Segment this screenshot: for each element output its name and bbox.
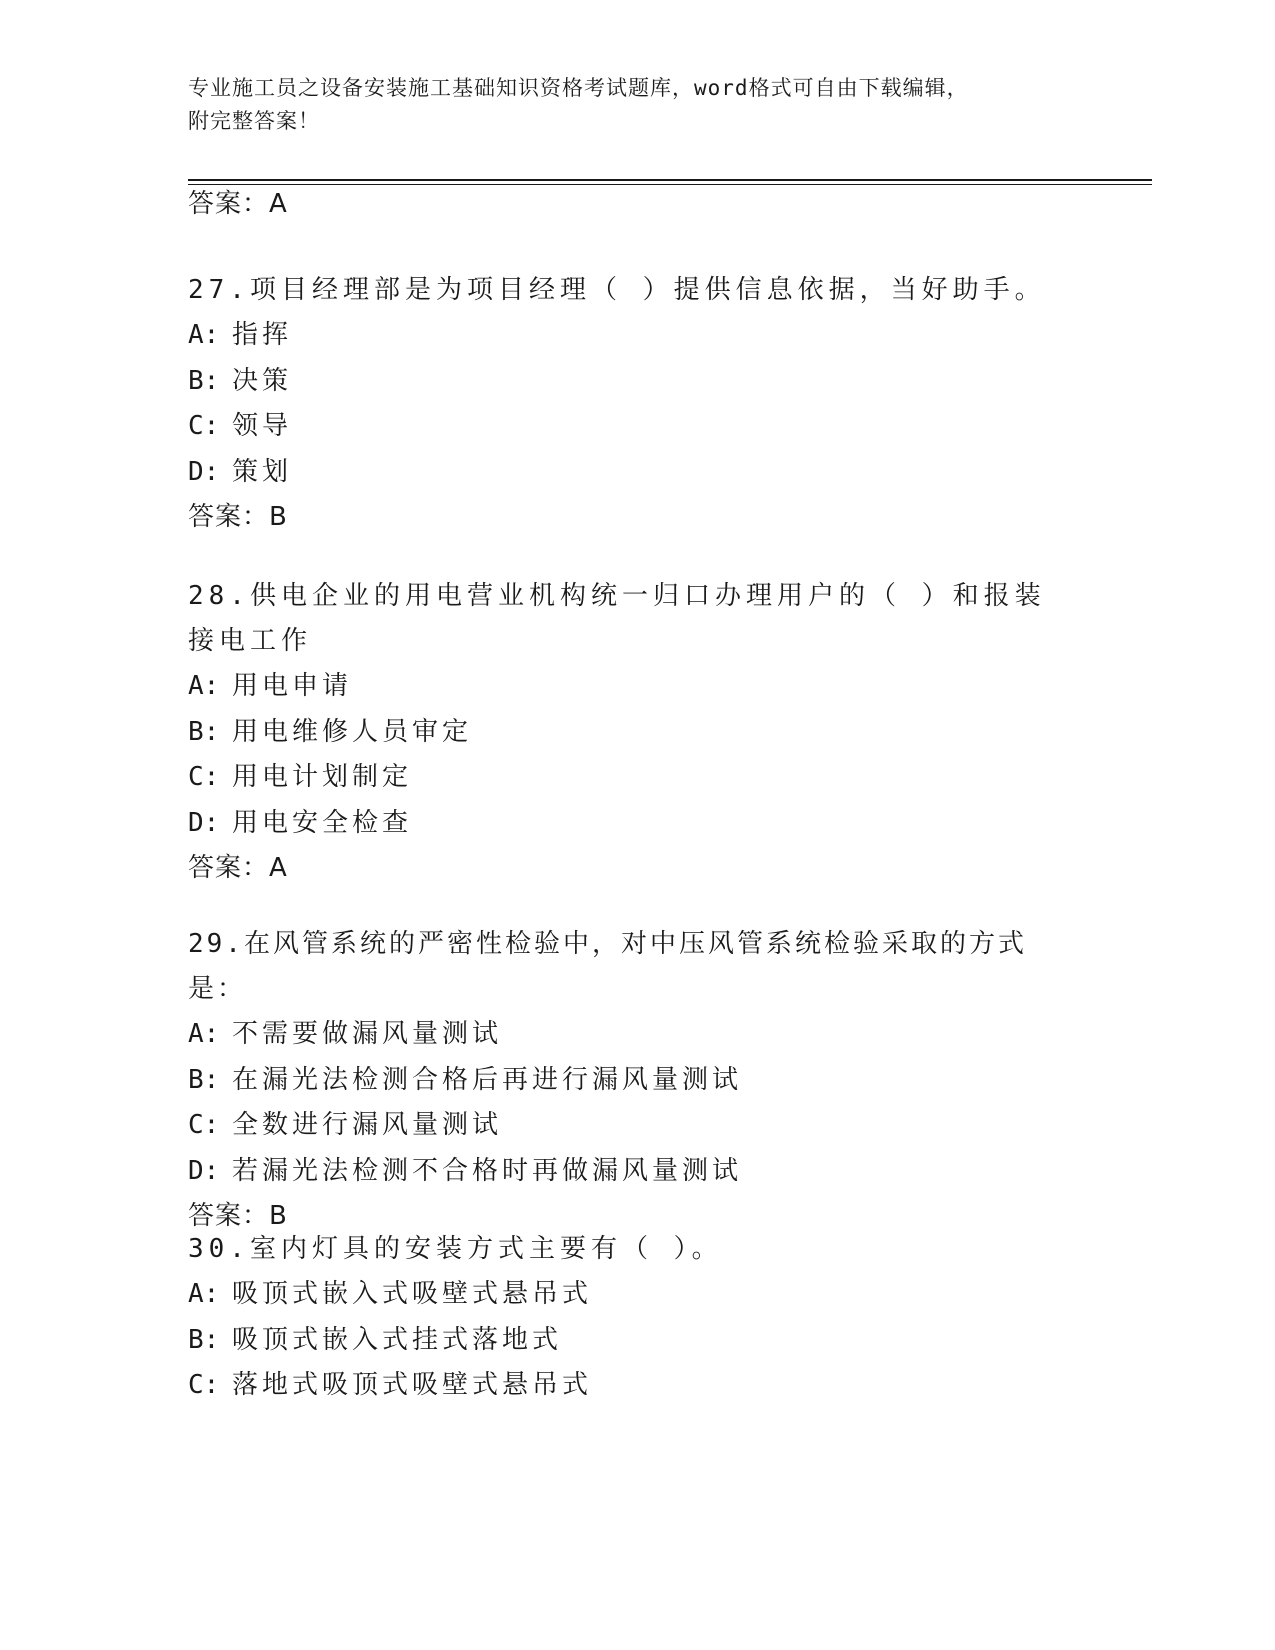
- option-label: B:: [188, 365, 220, 396]
- option-d: [188, 801, 1058, 847]
- option-b: [188, 1058, 1078, 1104]
- document-header: [188, 72, 1088, 138]
- option-a: [188, 664, 1058, 710]
- answer-line: 答案：A: [188, 853, 288, 883]
- option-label: A:: [188, 1019, 220, 1049]
- option-label: B:: [188, 716, 220, 747]
- header-intro-line-1: 专业施工员之设备安装施工基础知识资格考试题库，word格式可自由下载编辑，: [188, 76, 969, 100]
- option-text: 全数进行漏风量测试: [232, 1110, 503, 1140]
- option-b: [188, 359, 1078, 405]
- option-text: 若漏光法检测不合格时再做漏风量测试: [232, 1155, 743, 1186]
- option-text: 吸顶式嵌入式挂式落地式: [232, 1324, 563, 1355]
- option-text: 在漏光法检测合格后再进行漏风量测试: [232, 1064, 743, 1095]
- option-c: [188, 1363, 1078, 1409]
- option-a: [188, 1272, 1078, 1318]
- option-text: 不需要做漏风量测试: [232, 1019, 503, 1049]
- question-27: [188, 268, 1078, 540]
- option-label: C:: [188, 1110, 220, 1140]
- option-c: [188, 404, 1078, 450]
- option-text: 领导: [232, 411, 293, 441]
- option-label: B:: [188, 1064, 220, 1095]
- option-text: 用电申请: [232, 671, 353, 701]
- header-divider-thick: [188, 179, 1152, 181]
- answer-line: 答案：B: [188, 1201, 288, 1231]
- option-text: 落地式吸顶式吸壁式悬吊式: [232, 1370, 593, 1400]
- question-text: 29.在风管系统的严密性检验中，对中压风管系统检验采取的方式是：: [188, 929, 1027, 1004]
- option-text: 用电计划制定: [232, 762, 413, 792]
- header-divider-thin: [188, 184, 1152, 185]
- option-label: A:: [188, 320, 220, 350]
- option-b: [188, 710, 1058, 756]
- option-label: C:: [188, 762, 220, 792]
- question-text: 28.供电企业的用电营业机构统一归口办理用户的（ ）和报装接电工作: [188, 581, 1046, 656]
- question-29: [188, 922, 1078, 1239]
- option-label: A:: [188, 1279, 220, 1309]
- option-label: C:: [188, 1370, 220, 1400]
- question-text: 27.项目经理部是为项目经理（ ）提供信息依据，当好助手。: [188, 275, 1046, 305]
- option-a: [188, 313, 1078, 359]
- option-label: D:: [188, 456, 220, 487]
- option-text: 用电维修人员审定: [232, 716, 473, 747]
- option-a: [188, 1012, 1078, 1058]
- option-label: D:: [188, 1155, 220, 1186]
- option-label: A:: [188, 671, 220, 701]
- header-intro-line-2: 附完整答案！: [188, 109, 320, 133]
- option-b: [188, 1318, 1078, 1364]
- option-d: [188, 450, 1078, 496]
- answer-line: 答案：B: [188, 502, 288, 532]
- option-label: B:: [188, 1324, 220, 1355]
- previous-question-answer: 答案：A: [188, 189, 288, 219]
- option-text: 指挥: [232, 320, 293, 350]
- option-text: 用电安全检查: [232, 807, 413, 838]
- option-text: 决策: [232, 365, 293, 396]
- option-c: [188, 1103, 1078, 1149]
- option-text: 吸顶式嵌入式吸壁式悬吊式: [232, 1279, 593, 1309]
- question-text: 30.室内灯具的安装方式主要有（ ）。: [188, 1234, 723, 1264]
- option-label: C:: [188, 411, 220, 441]
- option-text: 策划: [232, 456, 293, 487]
- option-c: [188, 755, 1058, 801]
- option-label: D:: [188, 807, 220, 838]
- question-30: [188, 1227, 1078, 1409]
- question-28: [188, 574, 1058, 891]
- option-d: [188, 1149, 1078, 1195]
